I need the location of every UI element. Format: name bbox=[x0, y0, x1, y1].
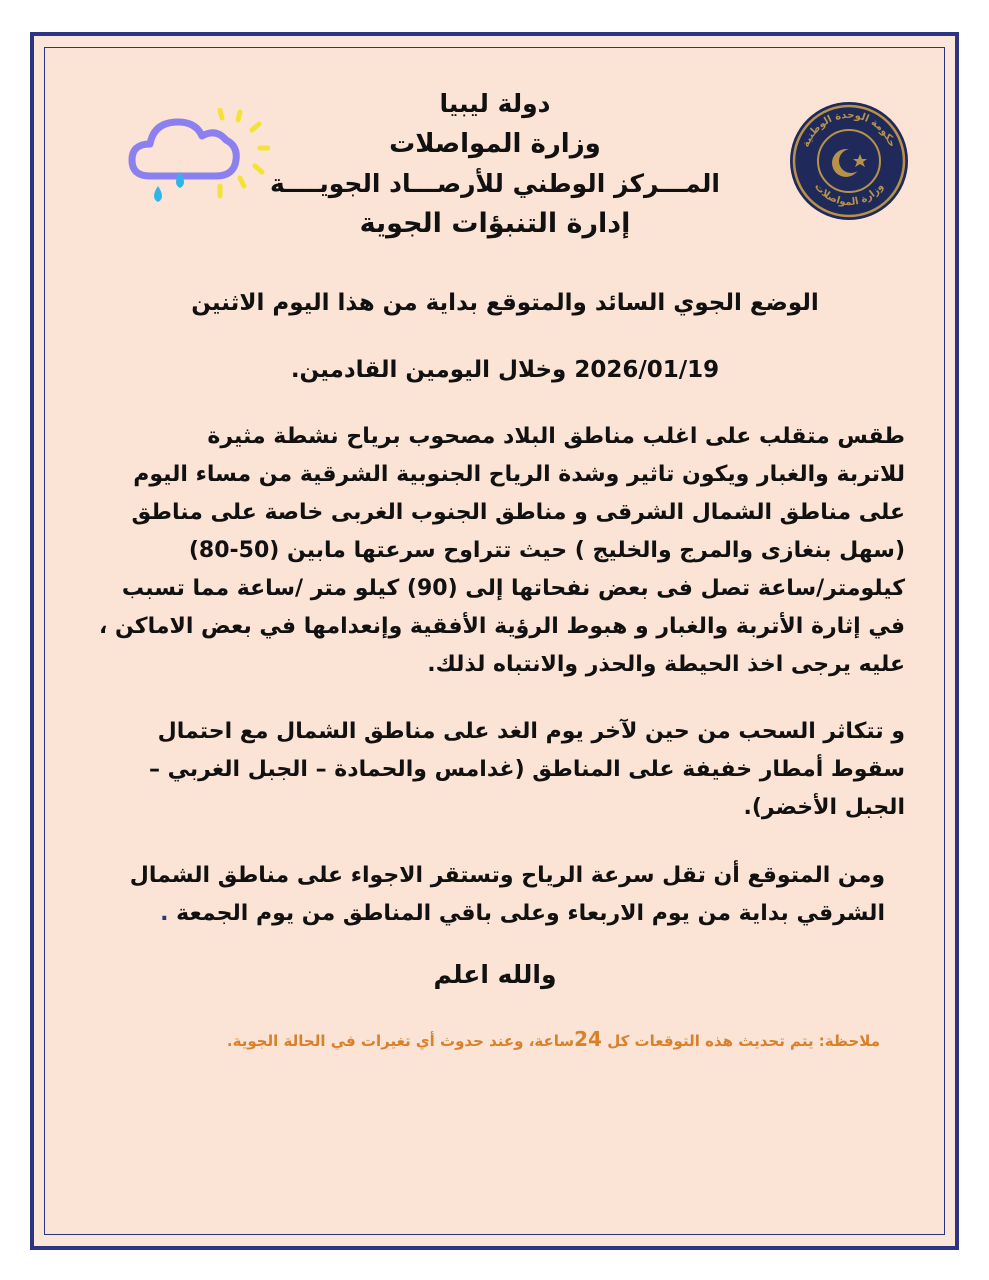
report-title-line1: الوضع الجوي السائد والمتوقع بداية من هذا اليوم الاثنين bbox=[191, 290, 819, 316]
paragraph-end-dot: . bbox=[160, 901, 169, 926]
paragraph-line: طقس متقلب على اغلب مناطق البلاد مصحوب برياح نشطة مثيرة bbox=[207, 424, 905, 449]
closing-phrase: والله اعلم bbox=[433, 960, 557, 989]
paragraph-line: و تتكاثر السحب من حين لآخر يوم الغد على مناطق الشمال مع احتمال bbox=[157, 719, 905, 744]
paragraph-line: للاتربة والغبار ويكون تاثير وشدة الرياح الجنوبية الشرقية من مساء اليوم bbox=[133, 462, 905, 487]
paragraph-line: سقوط أمطار خفيفة على المناطق (غدامس والحمادة – الجبل الغربي – bbox=[148, 757, 905, 782]
ministry-seal-logo bbox=[788, 100, 910, 222]
note-prefix: ملاحظة: يتم تحديث هذه التوقعات كل bbox=[607, 1032, 880, 1050]
paragraph-line: في إثارة الأتربة والغبار و هبوط الرؤية الأفقية وإنعدامها في بعض الاماكن ، bbox=[98, 614, 905, 639]
paragraph-line bbox=[95, 895, 885, 933]
header-ministry: وزارة المواصلات bbox=[389, 129, 601, 159]
seal-text-bottom: وزارة المواصلات bbox=[812, 181, 886, 209]
header-department: إدارة التنبؤات الجوية bbox=[359, 208, 631, 239]
seal-text-top: حكومة الوحدة الوطنية bbox=[800, 109, 898, 149]
paragraph-line-text: الشرقي بداية من يوم الاربعاء وعلى باقي المناطق من يوم الجمعة bbox=[176, 901, 885, 926]
paragraph-line: (سهل بنغازى والمرج والخليج ) حيث تتراوح سرعتها مابين (50-80) bbox=[188, 538, 905, 563]
forecast-paragraph-3 bbox=[95, 857, 885, 933]
paragraph-line: عليه يرجى اخذ الحيطة والحذر والانتباه لذلك. bbox=[427, 652, 905, 677]
weather-cloud-rain-sun-icon bbox=[120, 108, 270, 208]
document-header bbox=[250, 84, 740, 244]
paragraph-line: على مناطق الشمال الشرقى و مناطق الجنوب الغربى خاصة على مناطق bbox=[131, 500, 905, 525]
forecast-paragraph-2 bbox=[95, 713, 905, 827]
header-country: دولة ليبيا bbox=[439, 89, 551, 118]
header-center: المـــركز الوطني للأرصـــاد الجويــــة bbox=[270, 169, 720, 198]
note-suffix: ساعة، وعند حدوث أي تغيرات في الحالة الجوية. bbox=[226, 1032, 575, 1050]
note-hours: 24 bbox=[574, 1027, 602, 1051]
forecast-paragraph-1 bbox=[95, 418, 905, 684]
paragraph-line: كيلومتر/ساعة تصل فى بعض نفحاتها إلى (90) كيلو متر /ساعة مما تسبب bbox=[121, 576, 905, 601]
paragraph-line: الجبل الأخضر). bbox=[743, 795, 905, 820]
paragraph-line: ومن المتوقع أن تقل سرعة الرياح وتستقر الاجواء على مناطق الشمال bbox=[129, 863, 885, 888]
update-note bbox=[150, 1027, 880, 1051]
report-title-line2: 2026/01/19 وخلال اليومين القادمين. bbox=[290, 357, 720, 383]
